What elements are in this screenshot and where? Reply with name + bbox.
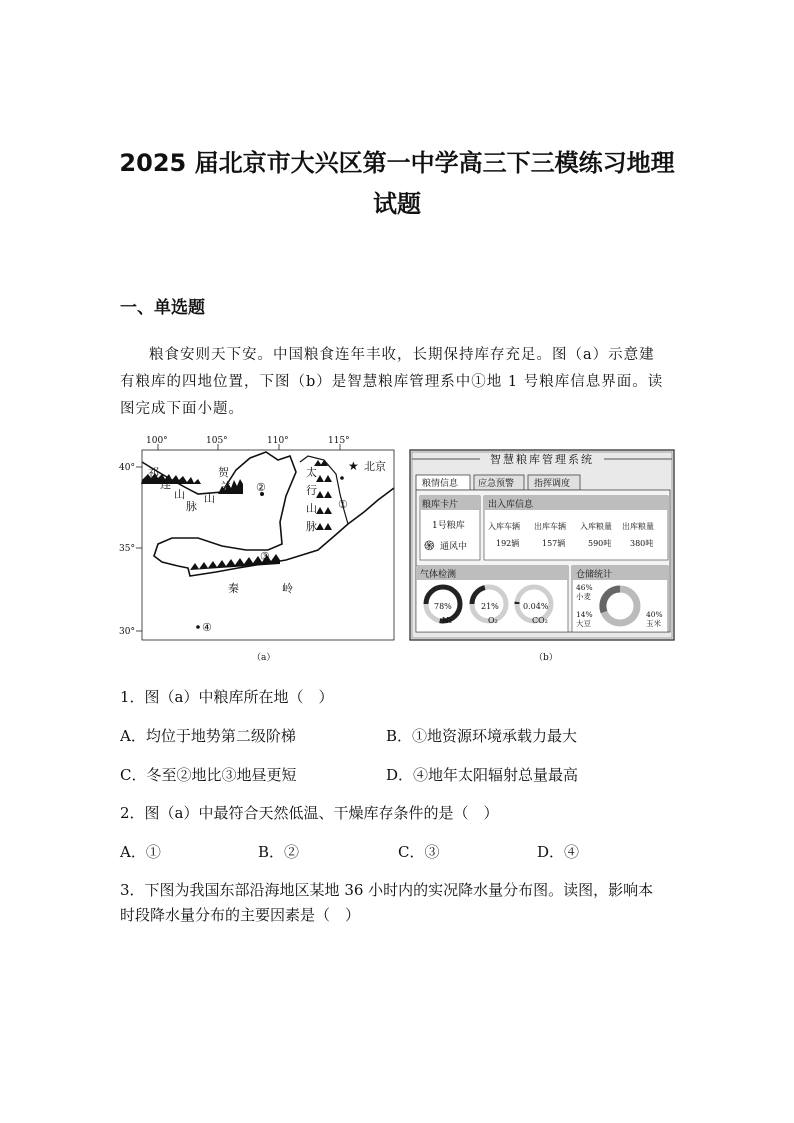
io-header: 入库粮量 xyxy=(580,522,612,531)
io-value: 590吨 xyxy=(588,539,612,548)
site-mark-2: ② xyxy=(256,481,266,494)
gas-label: O₂ xyxy=(488,616,498,625)
io-value: 157辆 xyxy=(542,539,566,548)
io-value: 192辆 xyxy=(496,539,520,548)
io-header: 出库粮量 xyxy=(622,522,654,531)
io-value: 380吨 xyxy=(630,539,654,548)
storage-title: 仓储统计 xyxy=(576,570,613,580)
tab-label: 粮情信息 xyxy=(422,479,459,489)
tab-label: 应急预警 xyxy=(478,479,515,489)
taihang-char: 太 xyxy=(306,466,317,479)
beijing-label: 北京 xyxy=(364,460,386,473)
site-mark-4: ④ xyxy=(202,621,212,634)
q2-option-d[interactable]: D．④ xyxy=(537,843,580,861)
panel-title: 智慧粮库管理系统 xyxy=(490,453,594,466)
section-heading: 一、单选题 xyxy=(120,298,205,318)
question-3-line-1: 3．下图为我国东部沿海地区某地 36 小时内的实况降水量分布图。读图，影响本 xyxy=(120,881,654,899)
lat-label: 30° xyxy=(119,627,135,637)
figure-a-map xyxy=(118,432,402,672)
storage-pct: 40% xyxy=(646,610,663,619)
io-header: 出库车辆 xyxy=(534,522,566,531)
q2-option-b[interactable]: B．② xyxy=(258,843,300,861)
taihang-char: 脉 xyxy=(306,520,317,533)
qinling-char: 岭 xyxy=(282,582,293,595)
card-title: 粮库卡片 xyxy=(422,500,459,510)
figure-b-panel xyxy=(408,446,676,672)
storage-pct: 46% xyxy=(576,583,593,592)
tab-label: 指挥调度 xyxy=(534,479,571,489)
q2-option-a[interactable]: A．① xyxy=(120,843,161,861)
q1-option-b[interactable]: B．①地资源环境承载力最大 xyxy=(386,727,578,745)
qilian-char: 连 xyxy=(160,478,171,491)
gas-value: 0.04% xyxy=(523,602,549,611)
qilian-char: 祁 xyxy=(148,466,159,479)
io-title: 出入库信息 xyxy=(488,500,534,510)
site-mark-3: ③ xyxy=(260,550,270,563)
taihang-char: 山 xyxy=(306,502,317,515)
lon-label: 115° xyxy=(328,436,350,446)
q1-option-d[interactable]: D．④地年太阳辐射总量最高 xyxy=(386,766,579,784)
storage-name: 小麦 xyxy=(576,592,591,601)
lon-label: 100° xyxy=(146,436,168,446)
q1-option-c[interactable]: C．冬至②地比③地昼更短 xyxy=(120,766,297,784)
qilian-char: 山 xyxy=(174,488,185,501)
storage-pct: 14% xyxy=(576,610,593,619)
intro-line-2: 有粮库的四地位置，下图（b）是智慧粮库管理系中①地 1 号粮库信息界面。读 xyxy=(120,374,664,390)
question-1: 1．图（a）中粮库所在地（ ） xyxy=(120,688,334,706)
storage-name: 大豆 xyxy=(576,619,591,628)
io-header: 入库车辆 xyxy=(488,522,520,531)
gas-title: 气体检测 xyxy=(420,570,457,580)
helan-char: 兰 xyxy=(220,480,231,493)
gas-label: N₂ xyxy=(442,616,453,625)
gas-value: 21% xyxy=(481,602,499,611)
taihang-char: 行 xyxy=(306,484,317,497)
fan-icon: ֍ xyxy=(424,539,435,554)
site-dot xyxy=(340,476,344,480)
site-dot xyxy=(196,625,200,629)
intro-line-1: 粮食安则天下安。中国粮食连年丰收，长期保持库存充足。图（a）示意建 xyxy=(149,347,655,363)
qinling-char: 秦 xyxy=(228,582,239,595)
lat-label: 40° xyxy=(119,463,135,473)
helan-char: 贺 xyxy=(218,466,229,479)
figure-b-caption: （b） xyxy=(534,653,558,663)
qilian-char: 脉 xyxy=(186,500,197,513)
lon-label: 110° xyxy=(267,436,289,446)
intro-line-3: 图完成下面小题。 xyxy=(120,401,244,417)
doc-title-line1: 2025 届北京市大兴区第一中学高三下三模练习地理 xyxy=(119,149,675,177)
card-status: 通风中 xyxy=(440,542,468,552)
q2-option-c[interactable]: C．③ xyxy=(398,843,440,861)
card-name: 1号粮库 xyxy=(432,521,465,531)
q1-option-a[interactable]: A．均位于地势第二级阶梯 xyxy=(120,727,296,745)
lat-label: 35° xyxy=(119,544,135,554)
gas-value: 78% xyxy=(434,602,452,611)
site-mark-1: ① xyxy=(338,498,348,511)
figure-a-caption: （a） xyxy=(252,653,276,663)
gas-label: CO₂ xyxy=(532,616,548,625)
doc-title-line2: 试题 xyxy=(373,190,421,218)
lon-label: 105° xyxy=(206,436,228,446)
helan-char: 山 xyxy=(204,492,215,505)
beijing-star-icon: ★ xyxy=(348,459,359,473)
question-2: 2．图（a）中最符合天然低温、干燥库存条件的是（ ） xyxy=(120,804,499,822)
storage-name: 玉米 xyxy=(646,619,661,628)
question-3-line-2: 时段降水量分布的主要因素是（ ） xyxy=(120,906,361,924)
